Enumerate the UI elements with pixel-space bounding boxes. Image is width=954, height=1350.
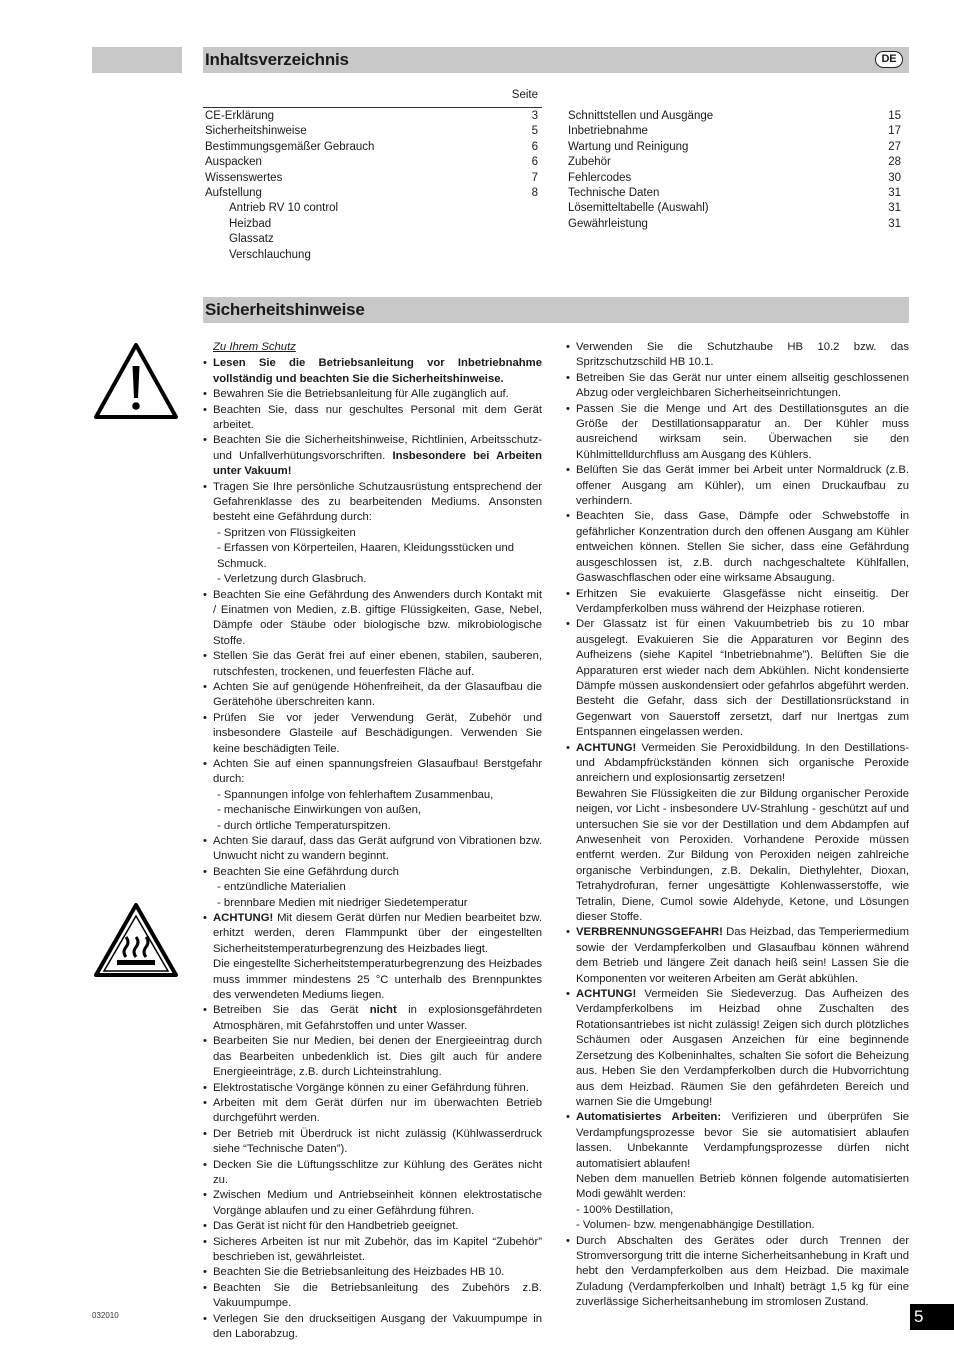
footer-code: 032010: [92, 1311, 119, 1320]
toc-entry: [205, 155, 542, 170]
safety-body: - mechanische Einwirkungen von außen,: [217, 804, 422, 817]
safety-bullet: [566, 617, 909, 740]
toc-entry-page: 31: [888, 217, 901, 230]
safety-bullet: [203, 834, 542, 865]
safety-body: Elektrostatische Vorgänge können zu einer Gefährdung führen.: [213, 1081, 529, 1094]
safety-body: Beachten Sie eine Gefährdung durch: [213, 865, 399, 878]
safety-body: Verwenden Sie die Schutzhaube HB 10.2 bzw. das Spritzschutzschild HB 10.1.: [576, 341, 909, 369]
safety-body: Beachten Sie eine Gefährdung des Anwenders durch Kontakt mit / Einatmen von Medien, z.B. giftige Flüssigkeiten, Gase, Nebel, Dämpfe oder Stäube oder biologische bzw. mikrobiologische Stoffe.: [213, 588, 542, 647]
safety-subhead: Zu Ihrem Schutz: [213, 341, 296, 353]
safety-bullet: [203, 1312, 542, 1343]
toc-entry-label: Heizbad: [229, 217, 272, 230]
safety-emphasis: ACHTUNG!: [576, 988, 637, 1001]
toc-entry-page: 27: [888, 140, 901, 153]
safety-bullet: [566, 340, 909, 371]
toc-entry-page: 6: [531, 140, 538, 153]
language-badge: DE: [875, 51, 903, 68]
safety-body: Das Heizbad, das Temperiermedium sowie der Verdampferkolben und Glasaufbau können während dem Betrieb und längere Zeit danach heiß sein! Lassen Sie die Komponenten vor weiteren Arbeiten am Gerät abkühlen.: [576, 926, 909, 985]
toc-entry-label: Technische Daten: [568, 186, 660, 199]
safety-bullet: [203, 1096, 542, 1127]
safety-body: - durch örtliche Temperaturspitzen.: [217, 819, 391, 832]
toc-entry-label: Schnittstellen und Ausgänge: [568, 110, 714, 122]
safety-body: Tragen Sie Ihre persönliche Schutzausrüstung entsprechend der Gefahrenklasse des zu bearbeitenden Mediums. Ansonsten besteht eine Gefährdung durch:: [213, 480, 542, 524]
safety-body: Verlegen Sie den druckseitigen Ausgang der Vakuumpumpe in den Laborabzug.: [213, 1312, 542, 1340]
safety-body: Bewahren Sie die Betriebsanleitung für Alle zugänglich auf.: [213, 388, 509, 401]
toc-entry: [205, 201, 542, 216]
safety-body: - entzündliche Materialien: [217, 881, 346, 894]
safety-title-bar: [203, 297, 909, 323]
safety-body: Der Betrieb mit Überdruck ist nicht zulässig (Kühlwasserdruck siehe “Technische Daten”).: [213, 1127, 542, 1156]
safety-body: Zwischen Medium und Antriebseinheit können elektrostatische Vorgänge ablaufen und zu einer Gefährdung führen.: [213, 1189, 542, 1217]
toc-entry: [205, 248, 542, 263]
toc-entry: [205, 232, 542, 247]
toc-title-bar: [203, 47, 909, 73]
safety-bullet: [203, 1188, 542, 1219]
safety-bullet: [566, 509, 909, 586]
safety-emphasis: Insbesondere bei Arbeiten unter Vakuum!: [213, 449, 542, 478]
toc-entry-label: Sicherheitshinweise: [205, 125, 307, 138]
safety-text: [203, 957, 542, 1003]
safety-emphasis: ACHTUNG!: [576, 741, 637, 754]
toc-entry: [205, 186, 542, 201]
toc-entry-label: Inbetriebnahme: [568, 125, 648, 138]
safety-bullet: [203, 1265, 542, 1280]
safety-body: Bearbeiten Sie nur Medien, bei denen der Energieeintrag durch das Bearbeiten unbedenklich ist. Dies gilt auch für andere Energieeinträge, z.B. durch Lichteinstrahlung.: [213, 1035, 542, 1079]
toc-entry-page: 31: [888, 186, 901, 199]
safety-bullet: [566, 987, 909, 1110]
safety-body: Die eingestellte Sicherheitstemperaturbegrenzung des Heizbades muss immmer mindestens 25 °C unterhalb des Brennpunktes des verwendeten Mediums liegen.: [213, 958, 542, 1002]
safety-text: [203, 880, 542, 895]
safety-text: [203, 896, 542, 911]
safety-body: - Volumen- bzw. mengenabhängige Destillation.: [576, 1219, 815, 1232]
safety-bullet: [203, 911, 542, 957]
safety-emphasis: Automatisiertes Arbeiten:: [576, 1111, 722, 1124]
toc-title: Inhaltsverzeichnis: [205, 50, 349, 69]
toc-entry: [205, 109, 542, 124]
toc-entry-label: Bestimmungsgemäßer Gebrauch: [205, 140, 375, 153]
toc-entry-page: 17: [888, 125, 901, 138]
safety-body: Stellen Sie das Gerät frei auf einer ebenen, stabilen, sauberen, rutschfesten, trockenen, und feuerfesten Fläche auf.: [213, 650, 542, 678]
safety-body: - Spannungen infolge von fehlerhaftem Zusammenbau,: [217, 788, 494, 801]
safety-bullet: [203, 433, 542, 479]
toc-entry: [568, 155, 905, 170]
safety-body: Mit diesem Gerät dürfen nur Medien bearbeitet bzw. erhitzt werden, deren Flammpunkt über der eingestellten Sicherheitstemperaturbegrenzung des Heizbades liegt.: [213, 912, 542, 955]
toc-entry-label: Lösemitteltabelle (Auswahl): [568, 202, 709, 215]
safety-bullet: [203, 1158, 542, 1189]
safety-emphasis: ACHTUNG!: [213, 912, 274, 925]
safety-bullet: [203, 1003, 542, 1034]
safety-bullet: [566, 925, 909, 987]
toc-entry-page: 31: [888, 202, 901, 215]
safety-bullet: [203, 757, 542, 788]
safety-text: [203, 541, 542, 572]
safety-body: Arbeiten mit dem Gerät dürfen nur im überwachten Betrieb durchgeführt werden.: [213, 1096, 542, 1125]
toc-entry-page: 8: [531, 186, 538, 199]
safety-bullet: [566, 741, 909, 787]
safety-body: Belüften Sie das Gerät immer bei Arbeit unter Normaldruck (z.B. offener Ausgang am Kühler), um einen Druckaufbau zu verhindern.: [576, 464, 909, 508]
toc-entry: [568, 124, 905, 139]
safety-bullet: [203, 711, 542, 757]
safety-body: - 100% Destillation,: [576, 1203, 674, 1216]
safety-text: [203, 803, 542, 818]
toc-entry-label: Gewährleistung: [568, 217, 648, 230]
toc-entry-page: 28: [888, 156, 901, 169]
safety-bullet: [203, 1281, 542, 1312]
safety-body: Das Gerät ist nicht für den Handbetrieb geeignet.: [213, 1220, 459, 1233]
safety-body: Beachten Sie, dass nur geschultes Personal mit dem Gerät arbeitet.: [213, 403, 542, 432]
toc-entry: [568, 217, 905, 232]
toc-entry-page: 6: [531, 156, 538, 169]
safety-bullet: [203, 387, 542, 402]
safety-bullet: [203, 356, 542, 387]
toc-entry-label: CE-Erklärung: [205, 110, 275, 122]
safety-bullet: [566, 587, 909, 618]
toc-entry-label: Verschlauchung: [229, 248, 311, 261]
safety-body: Vermeiden Sie Peroxidbildung. In den Destillations- und Abdampfrückständen können sich organische Peroxide anreichern und explosionsartig zersetzen!: [576, 741, 909, 785]
safety-body: Vermeiden Sie Siedeverzug. Das Aufheizen des Verdampferkolbens im Heizbad ohne Zuschalten des Rotationsantriebes ist nicht zulässig! Zeigen sich durch plötzliches Schäumen oder Ausgasen Anzeichen für eine beginnende Zersetzung des Kolbeninhaltes, schalten Sie sofort die Beheizung aus. Heben Sie den Verdampferkolben durch die Hubvorrichtung aus dem Heizbad. Räumen Sie den gefährdeten Bereich und warnen Sie die Umgebung!: [576, 988, 909, 1108]
toc-page-label: Seite: [511, 89, 538, 101]
safety-text: [566, 1203, 909, 1218]
safety-text: [566, 1218, 909, 1233]
toc-entry: [568, 186, 905, 201]
toc-entry: [205, 124, 542, 139]
safety-body: in explosionsgefährdeten Atmosphären, mit Gefahrstoffen und unter Wasser.: [213, 1004, 542, 1032]
safety-body: Achten Sie auf genügende Höhenfreiheit, da der Glasaufbau die Gerätehöhe überschreiten kann.: [213, 680, 542, 709]
safety-body: Sicheres Arbeiten ist nur mit Zubehör, das im Kapitel “Zubehör” beschrieben ist, gewährleistet.: [213, 1235, 542, 1263]
toc-entry: [205, 171, 542, 186]
toc-entry-label: Fehlercodes: [568, 171, 632, 184]
safety-body: - Verletzung durch Glasbruch.: [217, 573, 367, 586]
safety-body: Decken Sie die Lüftungsschlitze zur Kühlung des Gerätes nicht zu.: [213, 1158, 542, 1186]
safety-emphasis: Lesen Sie die Betriebsanleitung vor Inbetriebnahme vollständig und beachten Sie die Sicherheitshinweise.: [213, 357, 542, 385]
toc-entry-page: 5: [531, 125, 538, 138]
safety-bullet: [566, 463, 909, 509]
safety-body: Verifizieren und überprüfen Sie Verdampfungsprozesse bevor Sie sie automatisiert ablaufen lassen. Unbekannte Verdampfungsprozesse dürfen nicht automatisiert ablaufen!: [576, 1111, 909, 1170]
safety-bullet: [203, 1235, 542, 1266]
safety-bullet: [566, 402, 909, 464]
safety-text: [203, 788, 542, 803]
safety-body: Betreiben Sie das Gerät: [213, 1004, 370, 1017]
safety-text: [203, 819, 542, 834]
safety-bullet: [203, 480, 542, 526]
safety-body: Neben dem manuellen Betrieb können folgende automatisierten Modi gewählt werden:: [576, 1172, 909, 1201]
safety-title: Sicherheitshinweise: [205, 300, 365, 319]
safety-body: Betreiben Sie das Gerät nur unter einem allseitig geschlossenen Abzug oder vergleichbaren Sicherheitseinrichtungen.: [576, 371, 909, 400]
safety-body: Beachten Sie die Betriebsanleitung des Heizbades HB 10.: [213, 1266, 505, 1279]
toc-entry: [205, 140, 542, 155]
safety-bullet: [203, 1081, 542, 1096]
safety-bullet: [203, 1219, 542, 1234]
warning-icon: [93, 342, 179, 420]
safety-body: Durch Abschalten des Gerätes oder durch Trennen der Stromversorgung tritt die interne Sicherheitsanhebung in Kraft und hebt den Verdampferkolben aus dem Heizbad. Die maximale Zuladung (Verdampferkolben und Inhalt) beträgt 1,5 kg für eine zuverlässige Sicherheitsanhebung im stromlosen Zustand.: [576, 1234, 909, 1309]
toc-entry-label: Wissenswertes: [205, 171, 283, 184]
toc-entry-label: Auspacken: [205, 156, 262, 169]
safety-bullet: [566, 1110, 909, 1172]
toc-entry: [568, 171, 905, 186]
toc-entry-label: Zubehör: [568, 156, 611, 169]
safety-text: [566, 787, 909, 926]
safety-body: Beachten Sie die Sicherheitshinweise, Richtlinien, Arbeitsschutz- und Unfallverhütungsvorschriften.: [213, 434, 542, 462]
toc-entry-label: Glassatz: [229, 233, 274, 246]
safety-body: - Erfassen von Körperteilen, Haaren, Kleidungsstücken und Schmuck.: [217, 542, 515, 570]
safety-body: Prüfen Sie vor jeder Verwendung Gerät, Zubehör und insbesondere Glasteile auf Beschädigungen. Verwenden Sie keine beschädigten Teile.: [213, 711, 542, 755]
toc-entry-page: 3: [531, 110, 538, 122]
safety-body: Der Glassatz ist für einen Vakuumbetrieb bis zu 10 mbar ausgelegt. Evakuieren Sie die Apparaturen vor Beginn des Aufheizens (siehe Kapitel “Inbetriebnahme”). Belüften Sie die Apparaturen erst wieder nach dem Abkühlen. Nicht kondensierte Dämpfe müssen auskondensiert oder gefahrlos abgeführt werden. Besteht die Gefahr, dass sich der Destillationsrückstand in Gegenwart von Sauerstoff zersetzt, darf nur Inertgas zum Entspannen eingelassen werden.: [576, 618, 909, 739]
toc-entry: [568, 140, 905, 155]
safety-bullet: [203, 403, 542, 434]
safety-body: Achten Sie darauf, dass das Gerät aufgrund von Vibrationen bzw. Unwucht nicht zu wandern beginnt.: [213, 835, 542, 863]
toc-right-column: [568, 109, 905, 232]
safety-body: Beachten Sie die Betriebsanleitung des Zubehörs z.B. Vakuumpumpe.: [213, 1281, 542, 1310]
toc-entry: [568, 201, 905, 216]
toc-entry-label: Aufstellung: [205, 186, 262, 199]
safety-right-column: [566, 340, 909, 1311]
safety-bullet: [203, 588, 542, 650]
safety-text: [566, 1172, 909, 1203]
safety-left-column: [203, 340, 542, 1342]
safety-bullet: [203, 649, 542, 680]
safety-bullet: [203, 1127, 542, 1158]
toc-entry: [568, 109, 905, 124]
safety-body: - brennbare Medien mit niedriger Siedetemperatur: [217, 896, 468, 909]
toc-entry-page: 7: [531, 171, 538, 184]
safety-body: Bewahren Sie Flüssigkeiten die zur Bildung organischer Peroxide neigen, vor Licht - insbesondere UV-Strahlung - geschützt auf und untersuchen Sie sie vor der Destillation und dem Abdampfen auf Anwesenheit von Peroxiden. Vorhandene Peroxide müssen entfernt werden. Zur Bildung von Peroxiden neigen zahlreiche organische Verbindungen, z.B. Dekalin, Diethylehter, Dioxan, Tetrahydrofuran, ferner ungesättigte Kohlenwasserstoffe, wie Tetralin, Diene, Cumol sowie Aldehyde, Ketone, und Lösungen dieser Stoffe.: [576, 787, 909, 924]
toc-entry-page: 30: [888, 171, 901, 184]
safety-bullet: [203, 1034, 542, 1080]
header-grey-block: [92, 47, 182, 73]
safety-emphasis: nicht: [369, 1004, 397, 1017]
toc-entry-label: Antrieb RV 10 control: [229, 202, 339, 215]
safety-body: Passen Sie die Menge und Art des Destillationsgutes an die Größe der Destillationsapparatur an. Der Kühler muss ausreichend wirksam sein. Überwachen sie den Kühlmittelldurchfluss am Ausgang des Kühlers.: [576, 402, 909, 461]
safety-body: - Spritzen von Flüssigkeiten: [217, 526, 356, 539]
toc-entry-label: Wartung und Reinigung: [568, 140, 689, 153]
safety-body: Achten Sie auf einen spannungsfreien Glasaufbau! Berstgefahr durch:: [213, 757, 542, 786]
safety-text: [203, 526, 542, 541]
safety-body: Beachten Sie, dass Gase, Dämpfe oder Schwebstoffe in gefährlicher Konzentration durch den offenen Ausgang am Kühler entweichen können. Stellen Sie sicher, dass eine Gefährdung ausgeschlossen ist, z.B. durch nachgeschaltete Kühlfallen, Gaswaschflaschen oder eine wirksame Absaugung.: [576, 510, 909, 585]
safety-bullet: [566, 1234, 909, 1311]
safety-emphasis: VERBRENNUNGSGEFAHR!: [576, 926, 723, 939]
hot-surface-icon: [93, 902, 179, 978]
page-number: 5: [910, 1304, 954, 1330]
toc-left-column: [205, 109, 542, 263]
safety-bullet: [203, 680, 542, 711]
toc-page-header: [203, 89, 542, 108]
safety-text: [203, 572, 542, 587]
toc-entry-page: 15: [888, 110, 901, 122]
toc-entry: [205, 217, 542, 232]
safety-body: Erhitzen Sie evakuierte Glasgefässe nicht einseitig. Der Verdampferkolben muss während der Heizphase rotieren.: [576, 587, 909, 615]
safety-bullet: [566, 371, 909, 402]
safety-bullet: [203, 865, 542, 880]
